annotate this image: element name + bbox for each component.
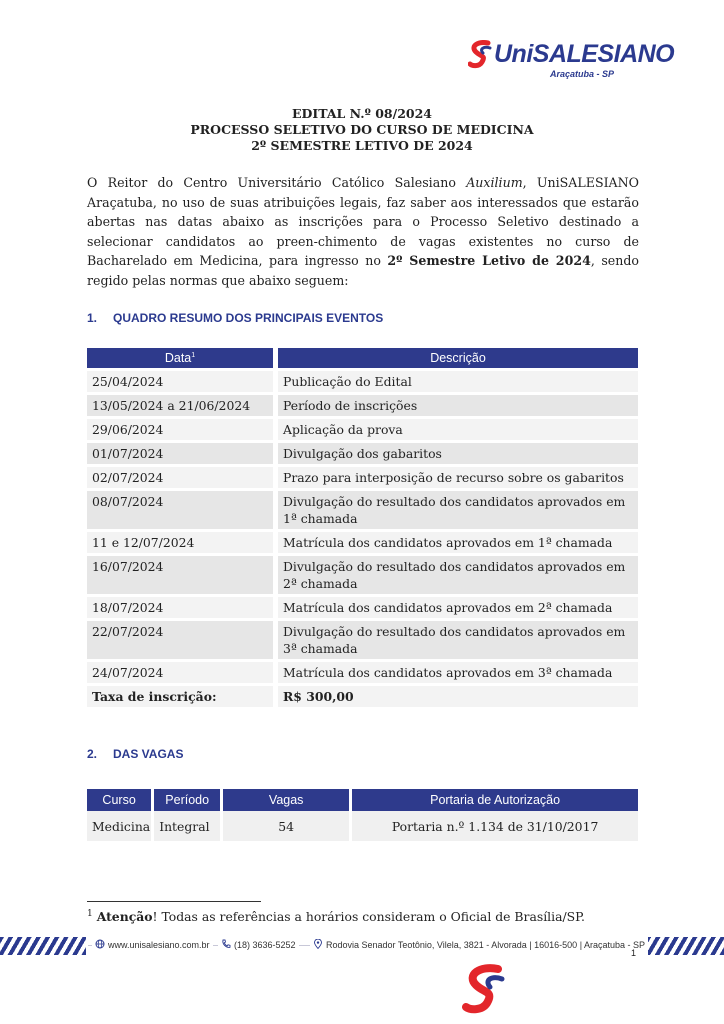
section-1-heading: [87, 311, 383, 325]
event-date: 11 e 12/07/2024: [87, 532, 278, 553]
salesiano-mark-icon: [462, 963, 508, 1017]
section-1-title: QUADRO RESUMO DOS PRINCIPAIS EVENTOS: [113, 311, 384, 325]
events-table: [87, 345, 638, 710]
event-date: 08/07/2024: [87, 491, 278, 529]
table-row: [87, 532, 638, 553]
semester-title: 2º SEMESTRE LETIVO DE 2024: [251, 138, 473, 153]
col-header-vacancies: Vagas: [223, 789, 352, 811]
logo-city-text: Araçatuba - SP: [550, 69, 615, 79]
event-desc: Divulgação do resultado dos candidatos aprovados em 1ª chamada: [278, 491, 638, 529]
intro-italic: Auxilium: [466, 175, 523, 190]
event-desc: Divulgação dos gabaritos: [278, 443, 638, 464]
table-row: [87, 811, 638, 841]
footnote-ref: 1: [191, 351, 196, 359]
event-date: 02/07/2024: [87, 467, 278, 488]
table-row: [87, 443, 638, 464]
event-date: 25/04/2024: [87, 371, 278, 392]
table-row: [87, 597, 638, 618]
event-date: 13/05/2024 a 21/06/2024: [87, 395, 278, 416]
footnote: [87, 909, 585, 924]
footer-website[interactable]: [92, 939, 213, 950]
event-desc: Divulgação do resultado dos candidatos aprovados em 2ª chamada: [278, 556, 638, 594]
event-date: 29/06/2024: [87, 419, 278, 440]
vacancies-table: [87, 789, 638, 841]
location-pin-icon: [313, 939, 323, 949]
event-desc: Matrícula dos candidatos aprovados em 1ª chamada: [278, 532, 638, 553]
event-date: 16/07/2024: [87, 556, 278, 594]
process-title: PROCESSO SELETIVO DO CURSO DE MEDICINA: [190, 122, 534, 137]
logo-brand-text: UniSALESIANO: [494, 40, 675, 68]
event-desc: Publicação do Edital: [278, 371, 638, 392]
col-header-date: [87, 348, 278, 368]
footnote-mark: 1: [87, 909, 93, 919]
event-desc: Matrícula dos candidatos aprovados em 2ª chamada: [278, 597, 638, 618]
fee-label: Taxa de inscrição:: [87, 686, 278, 707]
page-number: 1: [631, 948, 637, 958]
event-date: 01/07/2024: [87, 443, 278, 464]
event-date: 24/07/2024: [87, 662, 278, 683]
fee-row: [87, 686, 638, 707]
footnote-bold: Atenção: [96, 909, 153, 925]
events-header-row: [87, 348, 638, 368]
footer-stripe-left: [0, 937, 86, 955]
footer-stripe-right: [648, 937, 724, 955]
footnote-text: ! Todas as referências a horários consideram o Oficial de Brasília/SP.: [152, 909, 585, 925]
section-2-title: DAS VAGAS: [113, 747, 184, 761]
event-desc: Período de inscrições: [278, 395, 638, 416]
course-cell: Medicina: [87, 811, 154, 841]
event-date: 22/07/2024: [87, 621, 278, 659]
section-2-number: 2.: [87, 747, 98, 761]
table-row: [87, 662, 638, 683]
vacancies-header-row: [87, 789, 638, 811]
intro-paragraph: [87, 173, 639, 290]
section-2-heading: [87, 747, 183, 761]
intro-bold: 2º Semestre Letivo de 2024: [387, 253, 591, 268]
footer-address: [310, 939, 648, 950]
table-row: [87, 556, 638, 594]
edital-title: EDITAL N.º 08/2024: [291, 106, 432, 121]
vacancies-cell: 54: [223, 811, 352, 841]
footnote-divider: [87, 901, 261, 902]
unisalesiano-logo: [468, 38, 675, 86]
event-desc: Aplicação da prova: [278, 419, 638, 440]
table-row: [87, 491, 638, 529]
event-desc: Matrícula dos candidatos aprovados em 3ª chamada: [278, 662, 638, 683]
intro-text-3: , sendo regido pelas normas que abaixo seguem:: [87, 253, 639, 288]
table-row: [87, 371, 638, 392]
table-row: [87, 467, 638, 488]
col-header-course: Curso: [87, 789, 154, 811]
intro-text-2: , UniSALESIANO Araçatuba, no uso de suas atribuições legais, faz saber aos interessados que estarão abertas nas datas abaixo as inscrições para o Processo Seletivo destinado a selecionar candidatos ao preen-chimento de vagas existentes no curso de Bacharelado em Medicina, para ingresso no: [87, 175, 639, 268]
globe-icon: [95, 939, 105, 949]
salesiano-s-icon: [468, 40, 494, 70]
col-header-authorization: Portaria de Autorização: [352, 789, 638, 811]
section-1-number: 1.: [87, 311, 98, 325]
event-desc: Divulgação do resultado dos candidatos aprovados em 3ª chamada: [278, 621, 638, 659]
table-row: [87, 419, 638, 440]
table-row: [87, 621, 638, 659]
table-row: [87, 395, 638, 416]
period-cell: Integral: [154, 811, 223, 841]
fee-value: R$ 300,00: [278, 686, 638, 707]
intro-text-1: O Reitor do Centro Universitário Católico Salesiano: [87, 175, 467, 190]
phone-text: (18) 3636-5252: [234, 940, 296, 950]
authorization-cell: Portaria n.º 1.134 de 31/10/2017: [352, 811, 638, 841]
event-date: 18/07/2024: [87, 597, 278, 618]
col-date-label: Data: [164, 351, 192, 365]
website-text[interactable]: www.unisalesiano.com.br: [108, 940, 210, 950]
event-desc: Prazo para interposição de recurso sobre os gabaritos: [278, 467, 638, 488]
address-text: Rodovia Senador Teotônio, Vilela, 3821 - Alvorada | 16016-500 | Araçatuba - SP: [326, 940, 646, 950]
col-header-period: Período: [154, 789, 223, 811]
phone-icon: [221, 939, 231, 949]
footer-phone: [218, 939, 299, 950]
col-header-description: Descrição: [278, 348, 638, 368]
